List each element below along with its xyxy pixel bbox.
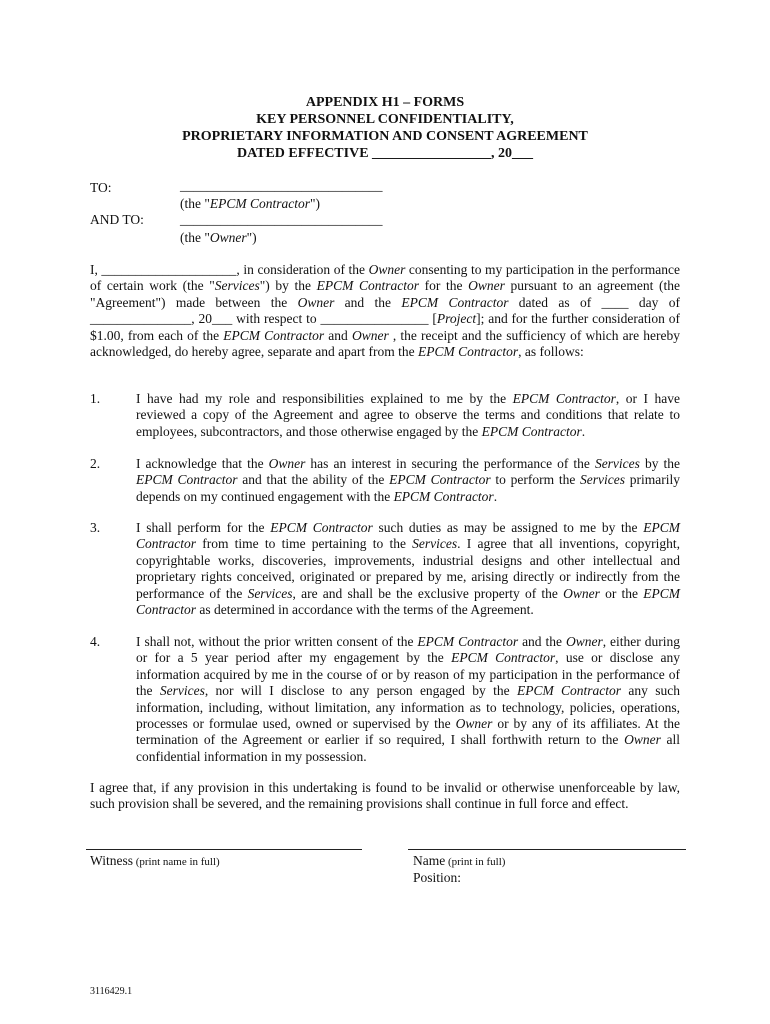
severability-paragraph: I agree that, if any provision in this undertaking is found to be invalid or otherwise unenforceable by law, such provision shall be severed, and the remaining provisions shall continue in full force and effect. — [90, 780, 680, 812]
clause-text: I acknowledge that the Owner has an interest in securing the performance of the Services by the EPCM Contractor and that the ability of the EPCM Contractor to perform the Services primarily depends on my continued engagement with the EPCM Contractor. — [136, 456, 681, 504]
dated-effective: DATED EFFECTIVE _________________, 20___ — [236, 146, 534, 161]
witness-label: Witness (print name in full) — [90, 853, 220, 868]
clause-number: 2. — [90, 456, 101, 471]
clause-text: I shall perform for the EPCM Contractor such duties as may be assigned to me by the EPCM Contractor from time to time pertaining to the Services. I agree that all inventions, copyright, copyrightable works, discoveries, improvements, industrial designs and other intellectual and proprietary rights conceived, originated or prepared by me, arising directly or indirectly from the performance of the Services, are and shall be the exclusive property of the Owner or the EPCM Contractor as determined in accordance with the terms of the Agreement. — [136, 520, 681, 618]
and-to-blank-line: ______________________________ — [180, 212, 383, 227]
clause-number: 4. — [90, 634, 101, 649]
name-signature-line — [408, 849, 686, 850]
document-reference-number: 3116429.1 — [90, 986, 133, 997]
to-description: (the "EPCM Contractor") — [180, 196, 321, 211]
witness-signature-line — [86, 849, 362, 850]
to-blank-line: ______________________________ — [180, 178, 383, 193]
document-header — [0, 94, 770, 162]
and-to-description: (the "Owner") — [180, 230, 257, 245]
clause-text: I shall not, without the prior written consent of the EPCM Contractor and the Owner, either during or for a 5 year period after my engagement by the EPCM Contractor, use or disclose any information acquired by me in the course of or by reason of my participation in the performance of the Services, nor will I disclose to any person engaged by the EPCM Contractor any such information, including, without limitation, any information as to technology, policies, operations, processes or formulae used, owned or supervised by the Owner or by any of its affiliates. At the termination of the Agreement or earlier if so required, I shall forthwith return to the Owner all confidential information in my possession. — [136, 634, 681, 764]
clause-number: 3. — [90, 520, 101, 535]
agreement-title-1: KEY PERSONNEL CONFIDENTIALITY, — [256, 112, 514, 127]
appendix-title: APPENDIX H1 – FORMS — [305, 95, 465, 110]
clause-number: 1. — [90, 391, 101, 406]
name-label: Name (print in full) — [413, 853, 506, 868]
to-label: TO: — [90, 180, 112, 195]
clause-text: I have had my role and responsibilities explained to me by the EPCM Contractor, or I have reviewed a copy of the Agreement and agree to observe the terms and conditions that relate to employees, subcontractors, and those otherwise engaged by the EPCM Contractor. — [136, 391, 680, 439]
position-label: Position: — [413, 870, 462, 885]
agreement-title-2: PROPRIETARY INFORMATION AND CONSENT AGREEMENT — [182, 129, 588, 144]
and-to-label: AND TO: — [90, 212, 144, 227]
intro-paragraph: I, ____________________, in consideration of the Owner consenting to my participation in the performance of certain work (the "Services") by the EPCM Contractor for the Owner pursuant to an agreement (the "Agreement") made between the Owner and the EPCM Contractor dated as of ____ day of _______________, 20___ with respect to ________________ [Project]; and for the further consideration of $1.00, from each of the EPCM Contractor and Owner , the receipt and the sufficiency of which are hereby acknowledged, do hereby agree, separate and apart from the EPCM Contractor, as follows: — [90, 262, 681, 360]
